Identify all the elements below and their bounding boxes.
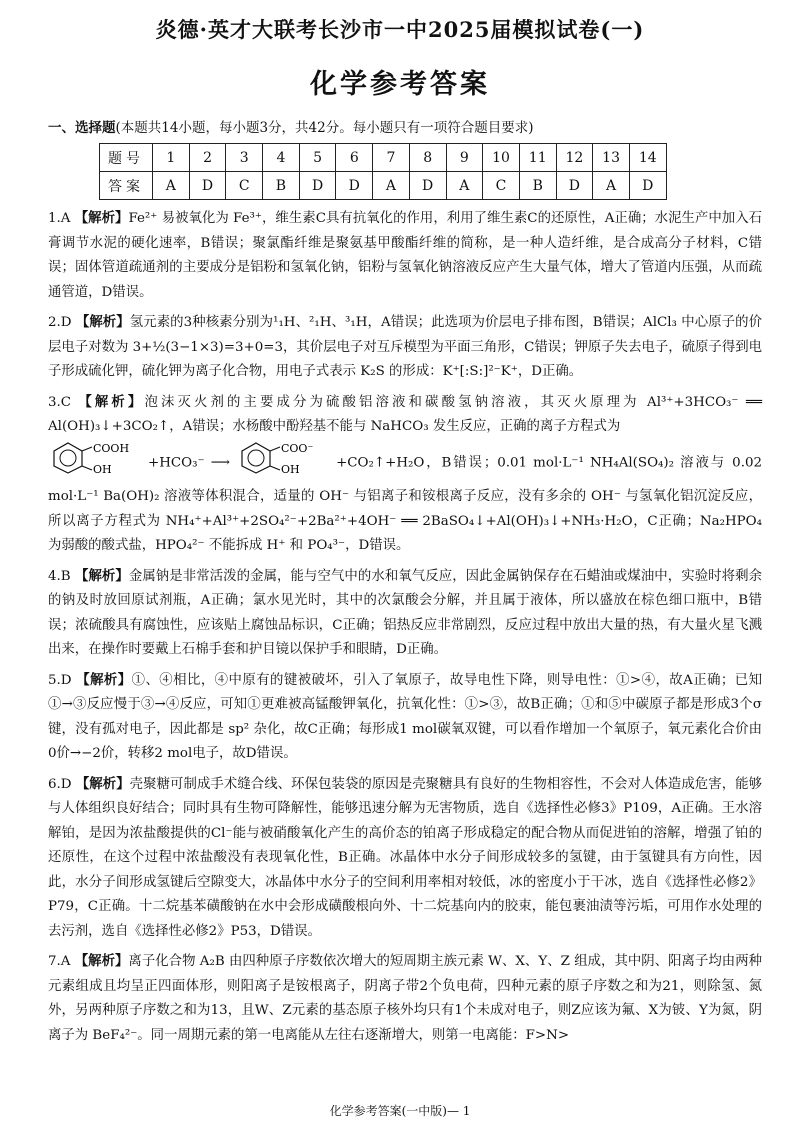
table-cell: 6 xyxy=(336,144,373,172)
list-item xyxy=(48,207,762,305)
item-number: 5.D xyxy=(48,672,72,688)
benzene-ring-icon xyxy=(240,440,332,486)
table-cell: D xyxy=(629,172,666,200)
item-text: ①、④相比，④中原有的键被破坏，引入了氧原子，故导电性下降，则导电性：①>④，故A正确；已知①→③反应慢于③→④反应，可知①更难被高锰酸钾氧化，抗氧化性：①>③，故B正确；①和⑤中碳原子都是形成3个σ键，没有孤对电子，因此都是 sp² 杂化，故C正确；每形成1 mol碳氧双键，可以看作增加一个氧原子，氧元素化合价由0价→−2价，转移2 mol电子，故D错误。 xyxy=(48,672,763,761)
exam-header: 炎德·英才大联考长沙市一中2025届模拟试卷(一) xyxy=(155,17,645,42)
item-text: +CO₂↑+H₂O，B错误；0.01 mol·L⁻¹ NH₄Al(SO₄)₂ 溶液与 0.02 mol·L⁻¹ Ba(OH)₂ 溶液等体积混合，适量的 OH⁻ 与铝离子和铵根离子反应，没有多余的 OH⁻ 与氢氧化铝沉淀反应，所以离子方程式为 NH₄⁺+Al³⁺+2SO₄²⁻+2Ba²⁺+4OH⁻ ══ 2BaSO₄↓+Al(OH)₃↓+NH₃·H₂O，C正确；Na₂HPO₄ 为弱酸的酸式盐，HPO₄²⁻ 不能拆成 H⁺ 和 PO₄³⁻，D错误。 xyxy=(48,454,762,553)
table-cell: 10 xyxy=(483,144,520,172)
item-tag: 【解析】 xyxy=(76,672,132,688)
table-cell: 5 xyxy=(299,144,336,172)
group-text: COO⁻ xyxy=(281,441,314,455)
list-item xyxy=(48,669,762,767)
section-desc: (本题共14小题，每小题3分，共42分。每小题只有一项符合题目要求) xyxy=(115,120,534,136)
table-cell: 9 xyxy=(446,144,483,172)
item-number: 6.D xyxy=(48,776,72,792)
group-text: OH xyxy=(93,462,112,476)
item-tag: 【解析】 xyxy=(78,394,145,410)
item-tag: 【解析】 xyxy=(74,568,129,584)
list-item xyxy=(48,565,762,663)
table-cell: A xyxy=(153,172,190,200)
table-cell: A xyxy=(446,172,483,200)
group-text: OH xyxy=(281,462,300,476)
list-item xyxy=(48,773,762,945)
item-tag: 【解析】 xyxy=(74,211,129,226)
table-row-numbers xyxy=(100,144,667,172)
equation-text: +HCO₃⁻ xyxy=(148,454,205,470)
item-text: Fe²⁺ 易被氧化为 Fe³⁺，维生素C具有抗氧化的作用，利用了维生素C的还原性，A正确；水泥生产中加入石膏调节水泥的硬化速率，B错误；聚氯酯纤维是聚氨基甲酸酯纤维的简称，是一种人造纤维，是合成高分子材料，C错误；固体管道疏通剂的主要成分是铝粉和氢氧化钠，铝粉与氢氧化钠溶液反应产生大量气体，增大了管道内压强，从而疏通管道，D错误。 xyxy=(48,211,763,300)
list-item xyxy=(48,311,762,385)
table-cell: 13 xyxy=(593,144,630,172)
table-cell: D xyxy=(409,172,446,200)
list-item: 3.C 【解析】泡沫灭火剂的主要成分为硫酸铝溶液和碳酸氢钠溶液，其灭火原理为 Al³⁺+3HCO₃⁻ ══ Al(OH)₃↓+3CO₂↑，A错误；水杨酸中酚羟基不能与 NaHCO₃ 发生反应，正确的离子方程式为 COOH OH +HCO₃⁻ ⟶ COO⁻ OH +CO₂↑+H₂O，B错误；0.01 mol·L⁻¹ NH₄Al(SO₄)₂ 溶液与 0.02 mol·L⁻¹ Ba(OH)₂ 溶液等体积混合，适量的 OH⁻ 与铝离子和铵根离子反应，没有多余的 OH⁻ 与氢氧化铝沉淀反应，所以离子方程式为 NH₄⁺+Al³⁺+2SO₄²⁻+2Ba²⁺+4OH⁻ ══ 2BaSO₄↓+Al(OH)₃↓+NH₃·H₂O，C正确；Na₂HPO₄ 为弱酸的酸式盐，HPO₄²⁻ 不能拆成 H⁺ 和 PO₄³⁻，D错误。 xyxy=(48,394,762,553)
item-tag: 【解析】 xyxy=(74,954,129,969)
table-head: 答案 xyxy=(100,172,153,200)
item-text: 金属钠是非常活泼的金属，能与空气中的水和氧气反应，因此金属钠保存在石蜡油或煤油中，实验时将剩余的钠及时放回原试剂瓶，A正确；氯水见光时，其中的次氯酸会分解，并且属于液体，所以盛放在棕色细口瓶中，B错误；浓硫酸具有腐蚀性，应该贴上腐蚀品标识，C正确；铝热反应非常剧烈，反应过程中放出大量的热，有大量火星飞溅出来，在操作时要戴上石棉手套和护目镜以保护手和眼睛，D正确。 xyxy=(48,568,762,657)
table-cell: A xyxy=(373,172,410,200)
table-cell: A xyxy=(593,172,630,200)
item-text: 壳聚糖可制成手术缝合线、环保包装袋的原因是壳聚糖具有良好的生物相容性，不会对人体造成危害，能够与人体组织良好结合；同时具有生物可降解性，能够迅速分解为无害物质，选自《选择性必修3》P109，A正确。王水溶解铂，是因为浓盐酸提供的Cl⁻能与被硝酸氧化产生的高价态的铂离子形成稳定的配合物从而促进铂的溶解，增强了铂的还原性，在这个过程中浓盐酸没有表现氧化性，B正确。冰晶体中水分子间形成较多的氢键，由于氢键具有方向性，因此，水分子间形成氢键后空隙变大，冰晶体中水分子的空间利用率相对较低，冰的密度小于干冰，选自《选择性必修2》P79，C正确。十二烷基苯磺酸钠在水中会形成磺酸根向外、十二烷基向内的胶束，能包裹油渍等污垢，可用作水处理的去污剂，选自《选择性必修2》P53，D错误。 xyxy=(48,776,763,939)
table-cell: 11 xyxy=(519,144,556,172)
table-cell: C xyxy=(483,172,520,200)
item-text: 离子化合物 A₂B 由四种原子序数依次增大的短周期主族元素 W、X、Y、Z 组成，其中阴、阳离子均由两种元素组成且均呈正四面体形，则阳离子是铵根离子，阴离子带2个负电荷，四种元素的原子序数之和为21，则除氢、氮外，另两种原子序数之和为13，且W、Z元素的基态原子核外均只有1个未成对电子，则Z应该为氟、X为铍、Y为氮，阴离子为 BeF₄²⁻。同一周期元素的第一电离能从左往右逐渐增大，则第一电离能：F>N> xyxy=(48,954,763,1043)
table-cell: 14 xyxy=(629,144,666,172)
page-title: 化学参考答案 xyxy=(310,69,490,100)
answer-body xyxy=(48,207,762,1054)
section-heading xyxy=(48,116,533,136)
item-text: 泡沫灭火剂的主要成分为硫酸铝溶液和碳酸氢钠溶液，其灭火原理为 Al³⁺+3HCO₃⁻ ══ Al(OH)₃↓+3CO₂↑，A错误；水杨酸中酚羟基不能与 NaHCO₃ 发生反应，正确的离子方程式为 xyxy=(48,394,762,434)
table-cell: C xyxy=(226,172,263,200)
table-cell: 4 xyxy=(263,144,300,172)
item-text: 氢元素的3种核素分别为¹₁H、²₁H、³₁H，A错误；此选项为价层电子排布图，B错误；AlCl₃ 中心原子的价层电子对数为 3+½(3−1×3)=3+0=3，其价层电子对互斥模型为平面三角形，C错误；钾原子失去电子，硫原子得到电子形成硫化钾，硫化钾为离子化合物，用电子式表示 K₂S 的形成：K⁺[:S:]²⁻K⁺，D正确。 xyxy=(48,315,762,379)
table-cell: 3 xyxy=(226,144,263,172)
table-cell: B xyxy=(263,172,300,200)
item-number: 7.A xyxy=(48,954,71,969)
item-number: 1.A xyxy=(48,211,71,226)
page-footer: 化学参考答案(一中版)— 1 xyxy=(329,1104,471,1118)
table-cell: 8 xyxy=(409,144,446,172)
table-cell: D xyxy=(189,172,226,200)
benzene-ring-icon xyxy=(52,440,144,486)
table-cell: 7 xyxy=(373,144,410,172)
table-cell: D xyxy=(299,172,336,200)
list-item xyxy=(48,950,762,1048)
item-number: 4.B xyxy=(48,568,71,584)
section-label: 一、选择题 xyxy=(48,120,116,136)
item-tag: 【解析】 xyxy=(75,315,130,330)
table-cell: 2 xyxy=(189,144,226,172)
answer-table xyxy=(99,143,667,200)
table-cell: D xyxy=(336,172,373,200)
table-cell: B xyxy=(519,172,556,200)
table-cell: 1 xyxy=(153,144,190,172)
item-number: 2.D xyxy=(48,315,72,330)
item-number: 3.C xyxy=(48,394,72,410)
table-row-answers xyxy=(100,172,667,200)
group-text: COOH xyxy=(93,441,130,455)
table-head: 题号 xyxy=(100,144,153,172)
table-cell: D xyxy=(556,172,593,200)
table-cell: 12 xyxy=(556,144,593,172)
item-tag: 【解析】 xyxy=(75,776,130,792)
